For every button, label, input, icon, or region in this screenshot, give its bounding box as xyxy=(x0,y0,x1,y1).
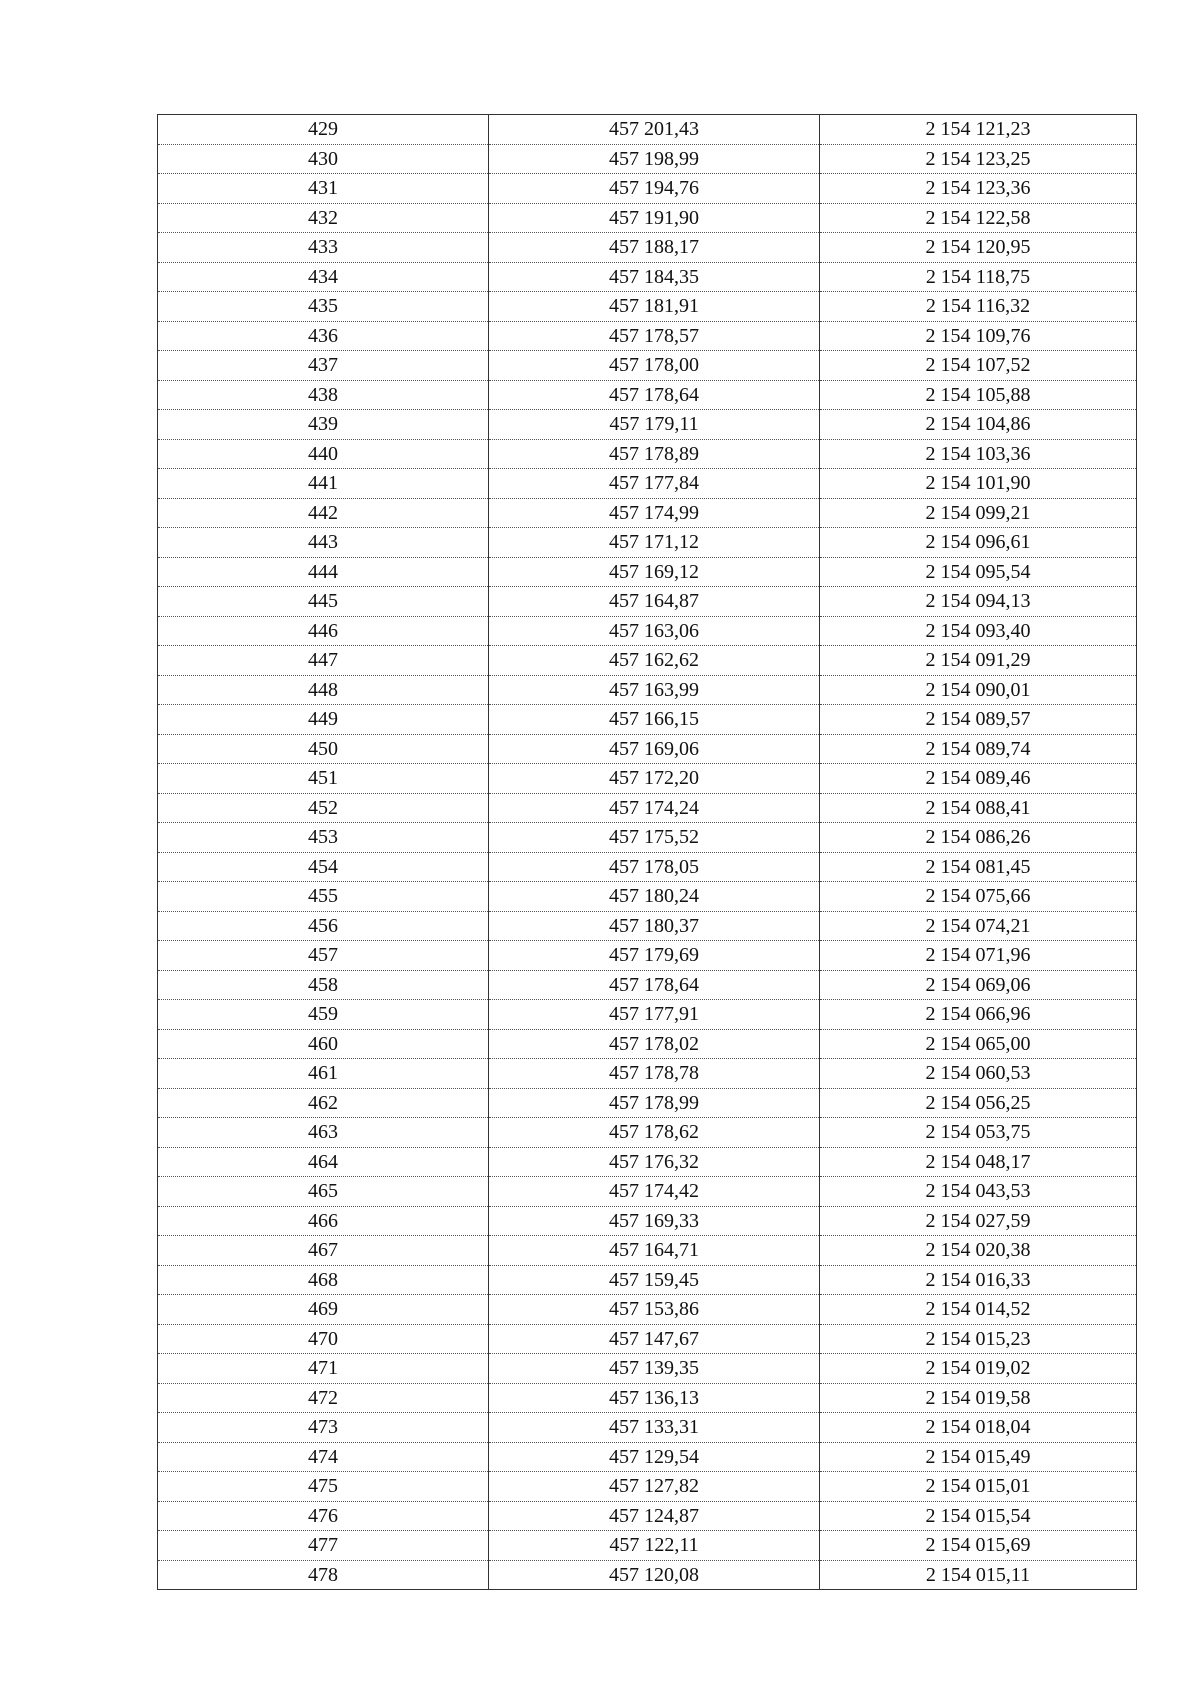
y-coordinate-cell: 2 154 081,45 xyxy=(820,852,1137,882)
point-number-cell: 460 xyxy=(158,1029,489,1059)
table-row xyxy=(158,1560,1137,1590)
x-coordinate-cell: 457 201,43 xyxy=(489,115,820,145)
x-coordinate-cell: 457 178,05 xyxy=(489,852,820,882)
point-number-cell: 455 xyxy=(158,882,489,912)
point-number-cell: 437 xyxy=(158,351,489,381)
table-row xyxy=(158,380,1137,410)
x-coordinate-cell: 457 198,99 xyxy=(489,144,820,174)
point-number-cell: 478 xyxy=(158,1560,489,1590)
x-coordinate-cell: 457 139,35 xyxy=(489,1354,820,1384)
table-row xyxy=(158,823,1137,853)
point-number-cell: 476 xyxy=(158,1501,489,1531)
table-row xyxy=(158,1531,1137,1561)
x-coordinate-cell: 457 178,64 xyxy=(489,970,820,1000)
table-row xyxy=(158,292,1137,322)
point-number-cell: 438 xyxy=(158,380,489,410)
point-number-cell: 449 xyxy=(158,705,489,735)
x-coordinate-cell: 457 122,11 xyxy=(489,1531,820,1561)
point-number-cell: 459 xyxy=(158,1000,489,1030)
x-coordinate-cell: 457 177,91 xyxy=(489,1000,820,1030)
table-row xyxy=(158,1413,1137,1443)
table-row xyxy=(158,203,1137,233)
point-number-cell: 441 xyxy=(158,469,489,499)
x-coordinate-cell: 457 180,37 xyxy=(489,911,820,941)
point-number-cell: 458 xyxy=(158,970,489,1000)
point-number-cell: 446 xyxy=(158,616,489,646)
x-coordinate-cell: 457 181,91 xyxy=(489,292,820,322)
x-coordinate-cell: 457 194,76 xyxy=(489,174,820,204)
table-row xyxy=(158,351,1137,381)
y-coordinate-cell: 2 154 043,53 xyxy=(820,1177,1137,1207)
point-number-cell: 436 xyxy=(158,321,489,351)
coordinates-table-body xyxy=(158,115,1137,1590)
point-number-cell: 433 xyxy=(158,233,489,263)
x-coordinate-cell: 457 178,62 xyxy=(489,1118,820,1148)
table-row xyxy=(158,1000,1137,1030)
x-coordinate-cell: 457 163,06 xyxy=(489,616,820,646)
point-number-cell: 429 xyxy=(158,115,489,145)
x-coordinate-cell: 457 178,57 xyxy=(489,321,820,351)
y-coordinate-cell: 2 154 015,69 xyxy=(820,1531,1137,1561)
x-coordinate-cell: 457 127,82 xyxy=(489,1472,820,1502)
table-row xyxy=(158,734,1137,764)
point-number-cell: 448 xyxy=(158,675,489,705)
y-coordinate-cell: 2 154 121,23 xyxy=(820,115,1137,145)
x-coordinate-cell: 457 172,20 xyxy=(489,764,820,794)
table-row xyxy=(158,115,1137,145)
point-number-cell: 463 xyxy=(158,1118,489,1148)
point-number-cell: 450 xyxy=(158,734,489,764)
point-number-cell: 434 xyxy=(158,262,489,292)
x-coordinate-cell: 457 178,64 xyxy=(489,380,820,410)
x-coordinate-cell: 457 124,87 xyxy=(489,1501,820,1531)
table-row xyxy=(158,174,1137,204)
table-row xyxy=(158,705,1137,735)
table-row xyxy=(158,1442,1137,1472)
table-row xyxy=(158,616,1137,646)
table-row xyxy=(158,793,1137,823)
y-coordinate-cell: 2 154 089,74 xyxy=(820,734,1137,764)
x-coordinate-cell: 457 163,99 xyxy=(489,675,820,705)
point-number-cell: 454 xyxy=(158,852,489,882)
point-number-cell: 452 xyxy=(158,793,489,823)
point-number-cell: 465 xyxy=(158,1177,489,1207)
table-row xyxy=(158,1501,1137,1531)
x-coordinate-cell: 457 169,06 xyxy=(489,734,820,764)
table-row xyxy=(158,144,1137,174)
y-coordinate-cell: 2 154 099,21 xyxy=(820,498,1137,528)
table-row xyxy=(158,498,1137,528)
y-coordinate-cell: 2 154 074,21 xyxy=(820,911,1137,941)
y-coordinate-cell: 2 154 015,54 xyxy=(820,1501,1137,1531)
point-number-cell: 453 xyxy=(158,823,489,853)
point-number-cell: 462 xyxy=(158,1088,489,1118)
point-number-cell: 442 xyxy=(158,498,489,528)
x-coordinate-cell: 457 184,35 xyxy=(489,262,820,292)
y-coordinate-cell: 2 154 093,40 xyxy=(820,616,1137,646)
table-row xyxy=(158,970,1137,1000)
point-number-cell: 471 xyxy=(158,1354,489,1384)
table-row xyxy=(158,941,1137,971)
table-row xyxy=(158,852,1137,882)
x-coordinate-cell: 457 174,24 xyxy=(489,793,820,823)
table-row xyxy=(158,1206,1137,1236)
y-coordinate-cell: 2 154 089,46 xyxy=(820,764,1137,794)
x-coordinate-cell: 457 177,84 xyxy=(489,469,820,499)
coordinates-table xyxy=(157,114,1137,1590)
y-coordinate-cell: 2 154 019,02 xyxy=(820,1354,1137,1384)
point-number-cell: 445 xyxy=(158,587,489,617)
y-coordinate-cell: 2 154 101,90 xyxy=(820,469,1137,499)
point-number-cell: 470 xyxy=(158,1324,489,1354)
point-number-cell: 477 xyxy=(158,1531,489,1561)
point-number-cell: 443 xyxy=(158,528,489,558)
table-row xyxy=(158,439,1137,469)
y-coordinate-cell: 2 154 015,11 xyxy=(820,1560,1137,1590)
x-coordinate-cell: 457 176,32 xyxy=(489,1147,820,1177)
y-coordinate-cell: 2 154 027,59 xyxy=(820,1206,1137,1236)
table-row xyxy=(158,1088,1137,1118)
y-coordinate-cell: 2 154 075,66 xyxy=(820,882,1137,912)
y-coordinate-cell: 2 154 109,76 xyxy=(820,321,1137,351)
x-coordinate-cell: 457 162,62 xyxy=(489,646,820,676)
table-row xyxy=(158,1265,1137,1295)
table-row xyxy=(158,1472,1137,1502)
point-number-cell: 430 xyxy=(158,144,489,174)
point-number-cell: 467 xyxy=(158,1236,489,1266)
table-row xyxy=(158,557,1137,587)
y-coordinate-cell: 2 154 118,75 xyxy=(820,262,1137,292)
table-row xyxy=(158,1147,1137,1177)
x-coordinate-cell: 457 178,78 xyxy=(489,1059,820,1089)
point-number-cell: 473 xyxy=(158,1413,489,1443)
x-coordinate-cell: 457 175,52 xyxy=(489,823,820,853)
x-coordinate-cell: 457 178,00 xyxy=(489,351,820,381)
y-coordinate-cell: 2 154 048,17 xyxy=(820,1147,1137,1177)
point-number-cell: 475 xyxy=(158,1472,489,1502)
y-coordinate-cell: 2 154 088,41 xyxy=(820,793,1137,823)
y-coordinate-cell: 2 154 104,86 xyxy=(820,410,1137,440)
point-number-cell: 431 xyxy=(158,174,489,204)
y-coordinate-cell: 2 154 094,13 xyxy=(820,587,1137,617)
y-coordinate-cell: 2 154 123,25 xyxy=(820,144,1137,174)
x-coordinate-cell: 457 133,31 xyxy=(489,1413,820,1443)
y-coordinate-cell: 2 154 120,95 xyxy=(820,233,1137,263)
point-number-cell: 447 xyxy=(158,646,489,676)
x-coordinate-cell: 457 136,13 xyxy=(489,1383,820,1413)
y-coordinate-cell: 2 154 105,88 xyxy=(820,380,1137,410)
y-coordinate-cell: 2 154 015,49 xyxy=(820,1442,1137,1472)
x-coordinate-cell: 457 174,42 xyxy=(489,1177,820,1207)
table-row xyxy=(158,321,1137,351)
x-coordinate-cell: 457 120,08 xyxy=(489,1560,820,1590)
y-coordinate-cell: 2 154 116,32 xyxy=(820,292,1137,322)
point-number-cell: 456 xyxy=(158,911,489,941)
y-coordinate-cell: 2 154 091,29 xyxy=(820,646,1137,676)
point-number-cell: 440 xyxy=(158,439,489,469)
x-coordinate-cell: 457 164,87 xyxy=(489,587,820,617)
table-row xyxy=(158,646,1137,676)
y-coordinate-cell: 2 154 016,33 xyxy=(820,1265,1137,1295)
table-row xyxy=(158,1177,1137,1207)
y-coordinate-cell: 2 154 018,04 xyxy=(820,1413,1137,1443)
table-row xyxy=(158,1295,1137,1325)
y-coordinate-cell: 2 154 123,36 xyxy=(820,174,1137,204)
x-coordinate-cell: 457 191,90 xyxy=(489,203,820,233)
table-row xyxy=(158,764,1137,794)
table-row xyxy=(158,410,1137,440)
point-number-cell: 457 xyxy=(158,941,489,971)
table-row xyxy=(158,587,1137,617)
table-row xyxy=(158,469,1137,499)
table-row xyxy=(158,233,1137,263)
table-row xyxy=(158,675,1137,705)
point-number-cell: 461 xyxy=(158,1059,489,1089)
x-coordinate-cell: 457 147,67 xyxy=(489,1324,820,1354)
x-coordinate-cell: 457 164,71 xyxy=(489,1236,820,1266)
y-coordinate-cell: 2 154 015,23 xyxy=(820,1324,1137,1354)
table-row xyxy=(158,1324,1137,1354)
point-number-cell: 439 xyxy=(158,410,489,440)
x-coordinate-cell: 457 178,99 xyxy=(489,1088,820,1118)
y-coordinate-cell: 2 154 122,58 xyxy=(820,203,1137,233)
x-coordinate-cell: 457 178,89 xyxy=(489,439,820,469)
y-coordinate-cell: 2 154 107,52 xyxy=(820,351,1137,381)
x-coordinate-cell: 457 169,12 xyxy=(489,557,820,587)
point-number-cell: 468 xyxy=(158,1265,489,1295)
y-coordinate-cell: 2 154 019,58 xyxy=(820,1383,1137,1413)
x-coordinate-cell: 457 159,45 xyxy=(489,1265,820,1295)
y-coordinate-cell: 2 154 071,96 xyxy=(820,941,1137,971)
x-coordinate-cell: 457 174,99 xyxy=(489,498,820,528)
point-number-cell: 432 xyxy=(158,203,489,233)
point-number-cell: 472 xyxy=(158,1383,489,1413)
y-coordinate-cell: 2 154 096,61 xyxy=(820,528,1137,558)
y-coordinate-cell: 2 154 095,54 xyxy=(820,557,1137,587)
y-coordinate-cell: 2 154 014,52 xyxy=(820,1295,1137,1325)
table-row xyxy=(158,528,1137,558)
table-row xyxy=(158,1236,1137,1266)
x-coordinate-cell: 457 179,69 xyxy=(489,941,820,971)
y-coordinate-cell: 2 154 069,06 xyxy=(820,970,1137,1000)
y-coordinate-cell: 2 154 065,00 xyxy=(820,1029,1137,1059)
point-number-cell: 466 xyxy=(158,1206,489,1236)
x-coordinate-cell: 457 188,17 xyxy=(489,233,820,263)
point-number-cell: 451 xyxy=(158,764,489,794)
x-coordinate-cell: 457 169,33 xyxy=(489,1206,820,1236)
table-row xyxy=(158,1059,1137,1089)
x-coordinate-cell: 457 180,24 xyxy=(489,882,820,912)
table-row xyxy=(158,1383,1137,1413)
y-coordinate-cell: 2 154 089,57 xyxy=(820,705,1137,735)
y-coordinate-cell: 2 154 015,01 xyxy=(820,1472,1137,1502)
point-number-cell: 444 xyxy=(158,557,489,587)
table-row xyxy=(158,1354,1137,1384)
x-coordinate-cell: 457 178,02 xyxy=(489,1029,820,1059)
x-coordinate-cell: 457 179,11 xyxy=(489,410,820,440)
table-row xyxy=(158,1118,1137,1148)
x-coordinate-cell: 457 129,54 xyxy=(489,1442,820,1472)
point-number-cell: 469 xyxy=(158,1295,489,1325)
x-coordinate-cell: 457 153,86 xyxy=(489,1295,820,1325)
table-row xyxy=(158,262,1137,292)
x-coordinate-cell: 457 166,15 xyxy=(489,705,820,735)
x-coordinate-cell: 457 171,12 xyxy=(489,528,820,558)
y-coordinate-cell: 2 154 056,25 xyxy=(820,1088,1137,1118)
y-coordinate-cell: 2 154 060,53 xyxy=(820,1059,1137,1089)
table-row xyxy=(158,911,1137,941)
point-number-cell: 464 xyxy=(158,1147,489,1177)
y-coordinate-cell: 2 154 086,26 xyxy=(820,823,1137,853)
y-coordinate-cell: 2 154 053,75 xyxy=(820,1118,1137,1148)
point-number-cell: 435 xyxy=(158,292,489,322)
y-coordinate-cell: 2 154 020,38 xyxy=(820,1236,1137,1266)
y-coordinate-cell: 2 154 090,01 xyxy=(820,675,1137,705)
point-number-cell: 474 xyxy=(158,1442,489,1472)
table-row xyxy=(158,882,1137,912)
y-coordinate-cell: 2 154 066,96 xyxy=(820,1000,1137,1030)
table-row xyxy=(158,1029,1137,1059)
y-coordinate-cell: 2 154 103,36 xyxy=(820,439,1137,469)
